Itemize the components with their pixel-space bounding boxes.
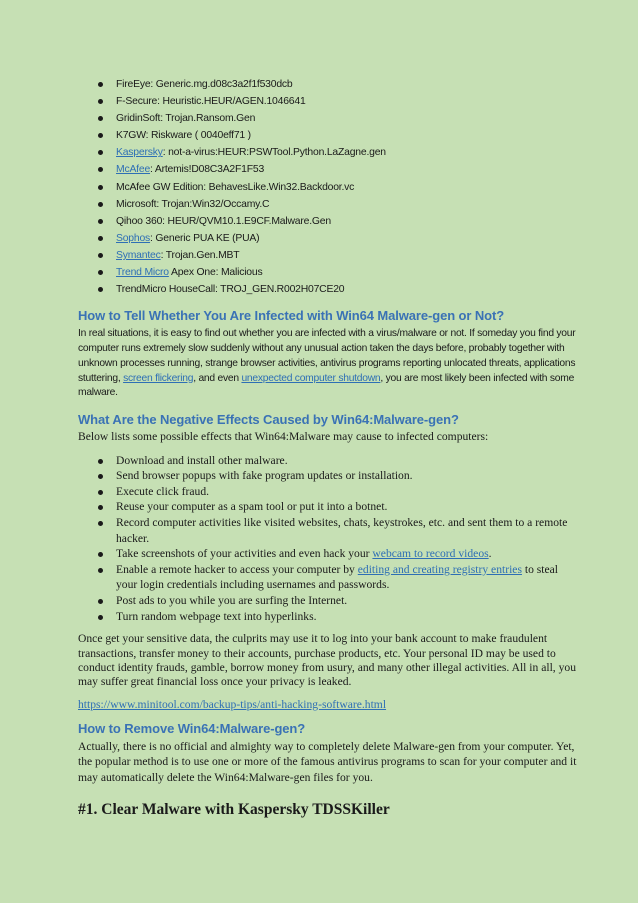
link-unexpected-shutdown[interactable]: unexpected computer shutdown (241, 372, 381, 384)
vendor-link[interactable]: McAfee (116, 164, 151, 176)
detection-separator: : (150, 79, 156, 90)
detection-item (98, 144, 582, 161)
paragraph-effects-outro: Once get your sensitive data, the culprits may use it to log into your bank account to make fraudulent transactions, transfer money to their accounts, purchase products, etc. Your personal ID may be used to conduct identity frauds, gamble, borrow money from usury, and many other illegal activities. All in all, you may suffer great financial loss once your privacy is leaked. (78, 632, 576, 689)
effect-text: Take screenshots of your activities and even hack your (116, 547, 373, 561)
detection-item (98, 76, 582, 93)
detection-separator: : (157, 96, 163, 108)
paragraph-url (78, 698, 582, 712)
effect-text: Post ads to you while you are surfing the Internet. (116, 593, 348, 607)
effect-text: Download and install other malware. (116, 453, 288, 467)
effect-text: Turn random webpage text into hyperlinks. (116, 609, 317, 623)
detection-value: Trojan.Ransom.Gen (165, 113, 256, 125)
detection-value: Trojan:Win32/Occamy.C (161, 198, 270, 210)
vendor-name: F-Secure (116, 96, 158, 108)
vendor-name: Qihoo 360 (116, 215, 163, 227)
detection-separator: : (214, 284, 221, 296)
detection-value: BehavesLike.Win32.Backdoor.vc (208, 181, 355, 193)
detection-separator: : (150, 232, 156, 244)
vendor-link[interactable]: Trend Micro (116, 267, 169, 279)
heading-infected-check: How to Tell Whether You Are Infected with Win64 Malware-gen or Not? (78, 308, 505, 324)
vendor-name: McAfee GW Edition (116, 181, 204, 193)
effect-item (98, 562, 582, 593)
effect-text: Execute click fraud. (116, 484, 210, 498)
effect-text-after: . (488, 547, 492, 561)
effect-text: Reuse your computer as a spam tool or put it into a botnet. (116, 500, 388, 514)
detection-item (98, 264, 582, 281)
detection-item (98, 127, 582, 144)
detection-item (98, 213, 582, 230)
heading-kaspersky-tdsskiller: #1. Clear Malware with Kaspersky TDSSKiller (78, 800, 390, 818)
effect-item (98, 593, 582, 609)
detection-value: Artemis!D08C3A2F1F53 (154, 164, 265, 176)
detection-separator: : (150, 164, 155, 176)
detection-separator: : (203, 181, 209, 193)
paragraph-how-to-remove: Actually, there is no official and almighty way to completely delete Malware-gen from your computer. Yet, the popular method is to use one or more of the famous antivirus programs to scan for your computer and it may automatically delete the Win64:Malware-gen files for you. (78, 740, 577, 784)
effect-item (98, 515, 582, 546)
detection-value: Generic.mg.d08c3a2f1f530dcb (155, 79, 293, 90)
detection-separator: : (145, 130, 151, 142)
effect-link[interactable]: webcam to record videos (372, 547, 489, 561)
vendor-name: FireEye (116, 79, 151, 90)
effect-text: Send browser popups with fake program updates or installation. (116, 469, 413, 483)
detection-separator: : (162, 147, 169, 159)
detection-value: not-a-virus:HEUR:PSWTool.Python.LaZagne.gen (168, 147, 386, 159)
detection-value: Generic PUA KE (PUA) (155, 232, 260, 244)
detection-separator: : (162, 215, 168, 227)
detection-item (98, 230, 582, 247)
vendor-link[interactable]: Sophos (116, 232, 151, 244)
effect-item (98, 499, 582, 515)
effect-item (98, 546, 582, 562)
paragraph-effects-intro: Below lists some possible effects that Win64:Malware may cause to infected computers: (78, 430, 489, 444)
detection-value: TROJ_GEN.R002H07CE20 (220, 284, 345, 296)
detection-value: Apex One: Malicious (170, 267, 263, 279)
detection-list (78, 76, 582, 298)
effect-item (98, 484, 582, 500)
effect-text-after: to steal your login credentials including usernames and passwords. (116, 562, 559, 592)
detection-item (98, 179, 582, 196)
link-screen-flickering[interactable]: screen flickering (123, 372, 194, 384)
detection-item (98, 110, 582, 127)
effect-link[interactable]: editing and creating registry entries (357, 562, 522, 576)
detection-value: HEUR/QVM10.1.E9CF.Malware.Gen (167, 215, 331, 227)
effect-item (98, 609, 582, 625)
detection-item (98, 247, 582, 264)
vendor-link[interactable]: Kaspersky (116, 147, 163, 159)
heading-negative-effects: What Are the Negative Effects Caused by Win64:Malware-gen? (78, 412, 459, 428)
paragraph-infected-check: In real situations, it is easy to find out whether you are infected with a virus/malware or not. If someday you find your computer runs extremely slow suddenly without any unusual action taken the days before, probably together with unknown processes running, strange browser activities, antivirus programs reporting unlocated threats, applications stuttering, screen flickering, and even unexpected computer shutdown, you are most likely been infected with some malware. (78, 328, 576, 399)
vendor-name: TrendMicro HouseCall (116, 284, 215, 296)
effect-item (98, 468, 582, 484)
vendor-name: GridinSoft (116, 113, 161, 125)
effect-item (98, 453, 582, 469)
detection-value: Heuristic.HEUR/AGEN.1046641 (162, 96, 306, 108)
detection-separator: : (160, 113, 166, 125)
detection-separator: : (156, 198, 162, 210)
link-anti-hacking-software[interactable]: https://www.minitool.com/backup-tips/anti-hacking-software.html (78, 697, 387, 711)
detection-item (98, 196, 582, 213)
effect-text: Enable a remote hacker to access your computer by (116, 562, 358, 576)
detection-value: Riskware ( 0040eff71 ) (151, 130, 251, 142)
vendor-name: Microsoft (116, 198, 157, 210)
detection-item (98, 281, 582, 298)
detection-item (98, 93, 582, 110)
detection-value: Trojan.Gen.MBT (165, 249, 240, 261)
effect-text: Record computer activities like visited websites, chats, keystrokes, etc. and sent them to a remote hacker. (116, 515, 568, 545)
detection-separator: : (160, 249, 166, 261)
heading-how-to-remove: How to Remove Win64:Malware-gen? (78, 721, 306, 737)
vendor-name: K7GW (116, 130, 146, 142)
vendor-link[interactable]: Symantec (116, 249, 161, 261)
detection-item (98, 161, 582, 178)
effects-list (78, 453, 582, 625)
